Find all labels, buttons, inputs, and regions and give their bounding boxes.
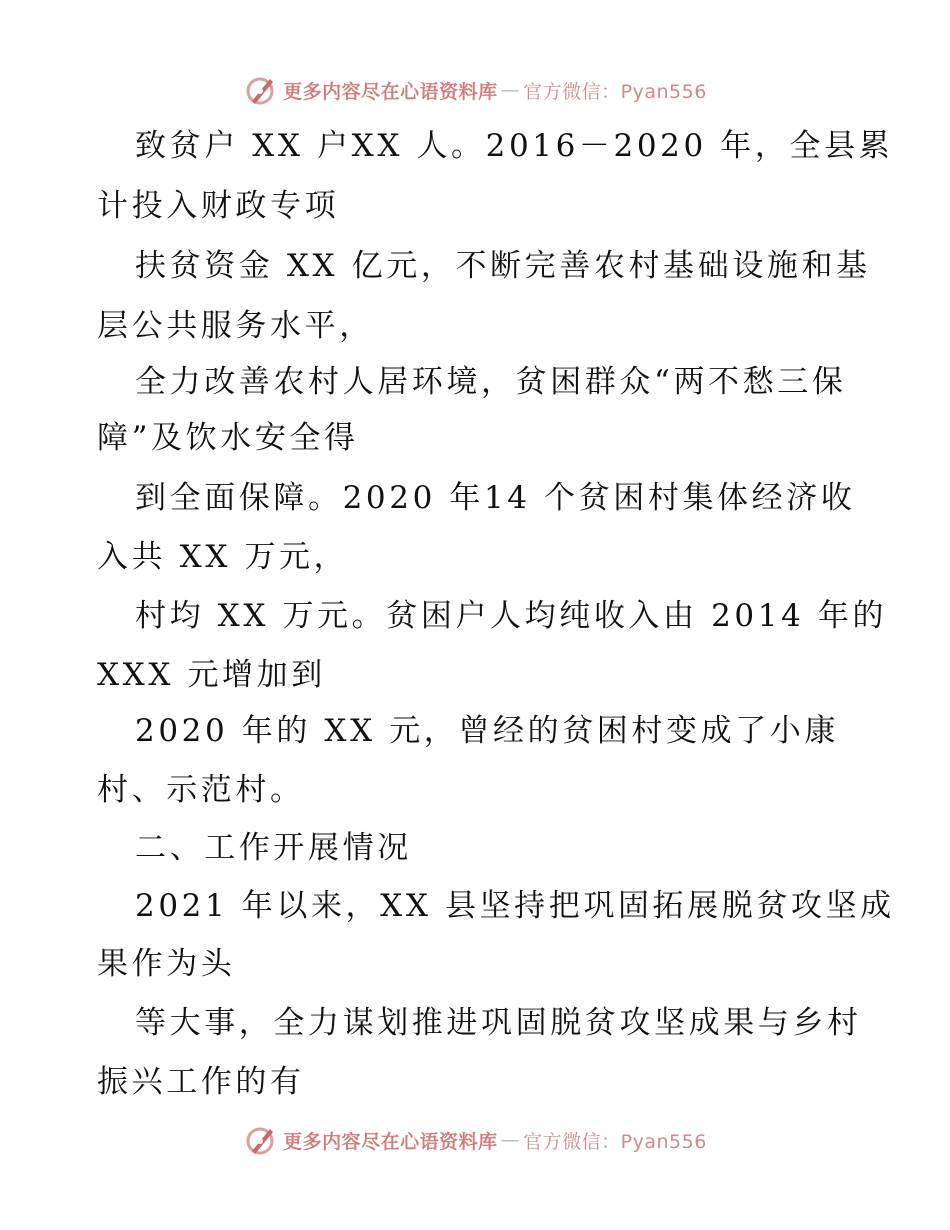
watermark-footer — [0, 1120, 950, 1160]
text-line: 到全面保障。2020 年14 个贫困村集体经济收 — [135, 480, 856, 516]
text-line: 振兴工作的有 — [97, 1064, 305, 1100]
text-line: 2021 年以来，XX 县坚持把巩固拓展脱贫攻坚成 — [135, 888, 895, 924]
pen-logo-icon — [243, 73, 277, 107]
watermark-contact: 官方微信：Pyan556 — [523, 80, 707, 103]
text-line: 全力改善农村人居环境，贫困群众“两不愁三保 — [135, 364, 847, 400]
text-line: XXX 元增加到 — [97, 657, 326, 693]
section-heading: 二、工作开展情况 — [135, 830, 412, 866]
watermark-contact: 官方微信：Pyan556 — [523, 1130, 707, 1153]
watermark-dash: — — [500, 79, 521, 101]
text-line: 等大事，全力谋划推进巩固脱贫攻坚成果与乡村 — [135, 1005, 862, 1041]
pen-logo-icon — [243, 1123, 277, 1157]
text-line: 扶贫资金 XX 亿元，不断完善农村基础设施和基 — [135, 248, 871, 284]
watermark-dash: — — [500, 1129, 521, 1151]
watermark-site-text: 更多内容尽在心语资料库 — [283, 1130, 498, 1153]
text-line: 村、示范村。 — [97, 772, 305, 808]
text-line: 村均 XX 万元。贫困户人均纯收入由 2014 年的 — [135, 598, 888, 634]
text-line: 入共 XX 万元， — [97, 539, 349, 575]
watermark-header — [0, 70, 950, 110]
watermark-site-text: 更多内容尽在心语资料库 — [283, 80, 498, 103]
text-line: 果作为头 — [97, 946, 236, 982]
text-line: 层公共服务水平， — [97, 308, 374, 344]
text-line: 计投入财政专项 — [97, 188, 340, 224]
text-line: 致贫户 XX 户XX 人。2016－2020 年，全县累 — [135, 128, 894, 164]
text-line: 2020 年的 XX 元，曾经的贫困村变成了小康 — [135, 713, 839, 749]
text-line: 障”及饮水安全得 — [97, 420, 359, 456]
